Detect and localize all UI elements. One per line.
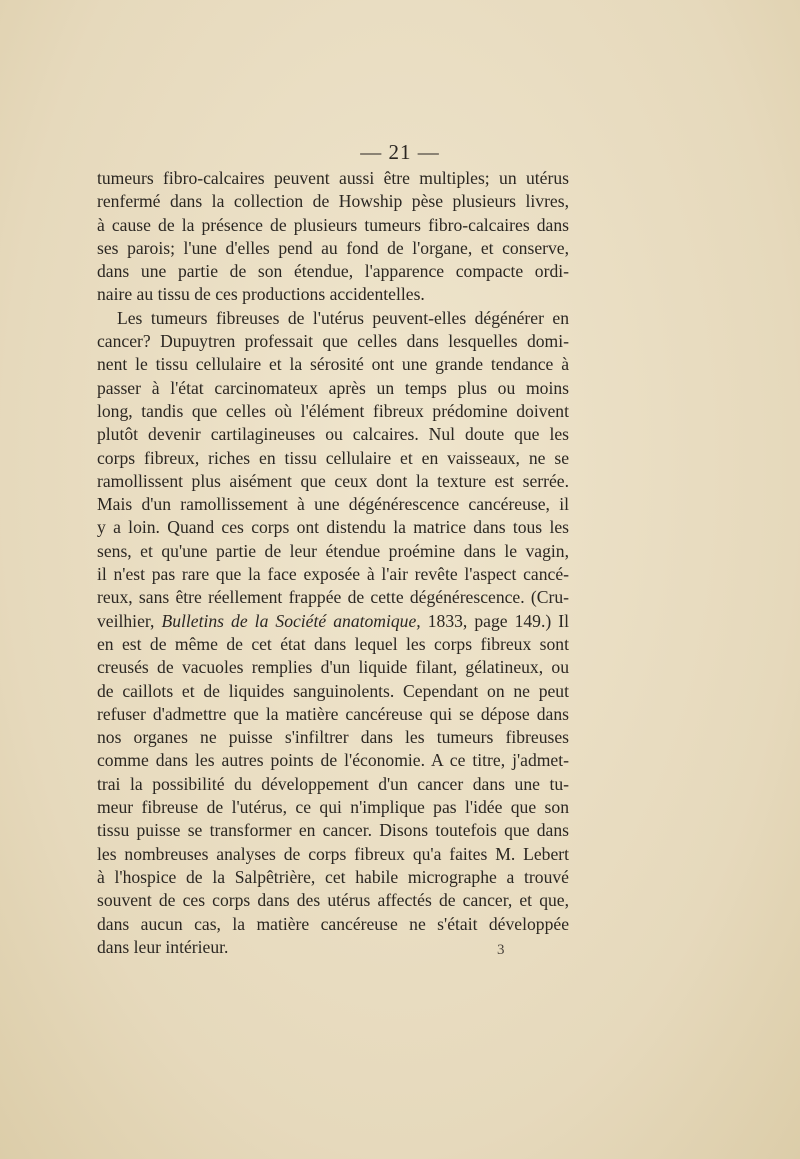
text-line: à cause de la présence de plusieurs tumeurs fibro-calcaires dans xyxy=(97,214,569,235)
text-line xyxy=(97,610,569,633)
text-line: reux, sans être réellement frappée de cette dégénérescence. (Cru- xyxy=(97,587,569,608)
text-line: à l'hospice de la Salpêtrière, cet habile micrographe a trouvé xyxy=(97,866,569,887)
text-line: Mais d'un ramollissement à une dégénérescence cancéreuse, il xyxy=(97,494,569,515)
text-line: souvent de ces corps dans des utérus affectés de cancer, et que, xyxy=(97,890,569,911)
text-line: Les tumeurs fibreuses de l'utérus peuvent-elles dégénérer en xyxy=(117,307,569,328)
text-line: de caillots et de liquides sanguinolents. Cependant on ne peut xyxy=(97,680,569,701)
text-segment: 1833, page 149.) Il xyxy=(420,610,570,631)
text-line: naire au tissu de ces productions accidentelles. xyxy=(97,284,425,305)
text-line: les nombreuses analyses de corps fibreux qu'a faites M. Lebert xyxy=(97,843,569,864)
text-line: creusés de vacuoles remplies d'un liquide filant, gélatineux, ou xyxy=(97,657,569,678)
text-line: dans leur intérieur. xyxy=(97,936,229,957)
text-line: il n'est pas rare que la face exposée à l'air revête l'aspect cancé- xyxy=(97,564,569,585)
text-line: nos organes ne puisse s'infiltrer dans les tumeurs fibreuses xyxy=(97,727,569,748)
text-line: dans aucun cas, la matière cancéreuse ne s'était développée xyxy=(97,913,569,934)
text-line: meur fibreuse de l'utérus, ce qui n'implique pas l'idée que son xyxy=(97,797,569,818)
text-line: en est de même de cet état dans lequel les corps fibreux sont xyxy=(97,633,569,654)
text-line: refuser d'admettre que la matière cancéreuse qui se dépose dans xyxy=(97,703,569,724)
text-line: dans une partie de son étendue, l'apparence compacte ordi- xyxy=(97,261,569,282)
text-segment: veilhier, xyxy=(97,610,162,631)
text-line: plutôt devenir cartilagineuses ou calcaires. Nul doute que les xyxy=(97,424,569,445)
text-line: comme dans les autres points de l'économie. A ce titre, j'admet- xyxy=(97,750,569,771)
text-line: ses parois; l'une d'elles pend au fond de l'organe, et conserve, xyxy=(97,237,569,258)
text-line: trai la possibilité du développement d'un cancer dans une tu- xyxy=(97,773,569,794)
body-text xyxy=(97,167,569,959)
text-line: long, tandis que celles où l'élément fibreux prédomine doivent xyxy=(97,400,569,421)
text-line: tumeurs fibro-calcaires peuvent aussi être multiples; un utérus xyxy=(97,168,569,188)
text-line: sens, et qu'une partie de leur étendue proémine dans le vagin, xyxy=(97,540,569,561)
text-line: passer à l'état carcinomateux après un temps plus ou moins xyxy=(97,377,569,398)
signature-mark: 3 xyxy=(497,942,505,958)
page-number: — 21 — xyxy=(360,140,440,164)
text-line: corps fibreux, riches en tissu cellulaire et en vaisseaux, ne se xyxy=(97,447,569,468)
text-line: nent le tissu cellulaire et la sérosité ont une grande tendance à xyxy=(97,354,569,375)
text-line: ramollissent plus aisément que ceux dont la texture est serrée. xyxy=(97,470,569,491)
text-line: renfermé dans la collection de Howship pèse plusieurs livres, xyxy=(97,191,569,212)
text-line: cancer? Dupuytren professait que celles dans lesquelles domi- xyxy=(97,331,569,352)
text-line: tissu puisse se transformer en cancer. Disons toutefois que dans xyxy=(97,820,569,841)
italic-title: Bulletins de la Société anatomique, xyxy=(161,610,421,631)
text-line: y a loin. Quand ces corps ont distendu la matrice dans tous les xyxy=(97,517,569,538)
